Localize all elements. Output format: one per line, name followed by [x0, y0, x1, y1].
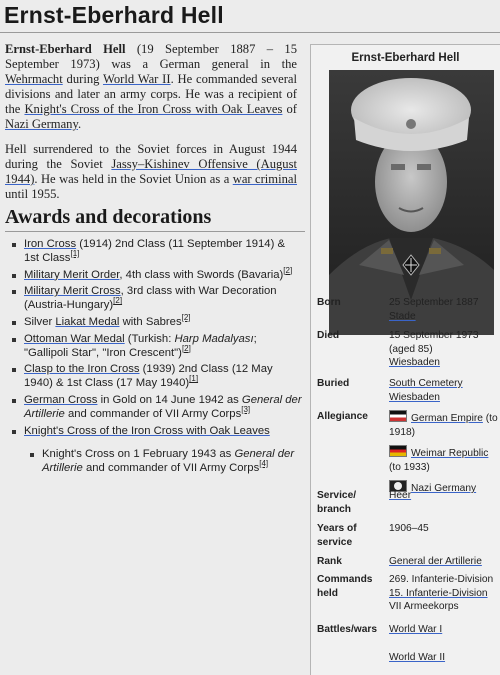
- link-liakat-medal[interactable]: Liakat Medal: [55, 315, 120, 328]
- award-item: [10, 265, 302, 283]
- link-german-empire[interactable]: German Empire: [411, 413, 483, 424]
- link-stade[interactable]: Stade: [389, 310, 416, 322]
- infobox: [310, 44, 500, 675]
- section-divider: [5, 231, 305, 232]
- award-text: Knight's Cross on 1 February 1943 as: [42, 448, 235, 461]
- awards-list: [10, 238, 302, 479]
- infobox-label: Buried: [317, 378, 350, 389]
- infobox-value: [389, 555, 500, 569]
- lead-text: until 1955.: [5, 187, 60, 201]
- link-iron-cross[interactable]: Iron Cross: [24, 238, 77, 250]
- weimar-republic-flag-icon: [389, 445, 407, 457]
- link-clasp-iron-cross[interactable]: Clasp to the Iron Cross: [24, 363, 140, 376]
- lead-text: . He commanded several divisions and later an army corps. He was a recipient of the: [5, 72, 297, 116]
- reference-link[interactable]: [3]: [241, 405, 251, 414]
- born-date: 25 September 1887: [389, 297, 479, 308]
- reference-link[interactable]: [1]: [70, 249, 80, 259]
- infobox-label: Born: [317, 297, 341, 308]
- lead-text: (19 September 1887 – 15 September 1973) was a German general in the: [5, 42, 297, 71]
- infobox-value: [389, 573, 500, 614]
- award-text: and commander of VII Army Corps: [82, 462, 260, 475]
- allegiance-years: (to 1918): [389, 413, 498, 438]
- link-wiesbaden[interactable]: Wiesbaden: [389, 357, 440, 369]
- link-wehrmacht[interactable]: Wehrmacht: [5, 72, 63, 86]
- award-text: with Sabres: [119, 315, 182, 328]
- link-15-infanterie-division[interactable]: 15. Infanterie-Division: [389, 587, 488, 599]
- link-south-cemetery[interactable]: South Cemetery: [389, 378, 463, 389]
- award-text-italic: General der Artillerie: [24, 393, 302, 420]
- link-heer[interactable]: Heer: [389, 490, 412, 501]
- link-knights-cross-oak-leaves[interactable]: Knight's Cross of the Iron Cross with Oak Leaves: [24, 424, 270, 437]
- infobox-label: Commands held: [317, 574, 373, 599]
- link-world-war-ii-infobox[interactable]: World War II: [389, 651, 446, 663]
- allegiance-years: (to 1933): [389, 461, 430, 473]
- infobox-value: [389, 377, 500, 404]
- died-age: (aged 85): [389, 343, 433, 355]
- link-general-der-artillerie[interactable]: General der Artillerie: [389, 556, 482, 567]
- award-text: , 4th class with Swords (Bavaria): [119, 268, 284, 281]
- award-text-italic: Harp Madalyası: [174, 332, 254, 345]
- link-nazi-germany[interactable]: Nazi Germany: [5, 117, 78, 131]
- link-world-war-i[interactable]: World War I: [389, 624, 443, 635]
- german-empire-flag-icon: [389, 410, 407, 422]
- link-military-merit-cross[interactable]: Military Merit Cross: [24, 285, 121, 298]
- infobox-label: Rank: [317, 556, 342, 567]
- lead-paragraph-1: [5, 42, 297, 132]
- link-german-cross[interactable]: German Cross: [24, 393, 98, 406]
- reference-link[interactable]: [4]: [259, 459, 269, 469]
- infobox-value: [389, 489, 500, 503]
- award-item: [10, 313, 302, 330]
- infobox-label: Battles/wars: [317, 624, 378, 635]
- award-item: [10, 394, 302, 422]
- infobox-value: [389, 623, 500, 664]
- reference-link[interactable]: [2]: [181, 313, 191, 323]
- infobox-value: 1906–45: [389, 523, 429, 534]
- lead-text: of: [282, 102, 297, 116]
- award-text: (Turkish:: [124, 332, 175, 345]
- reference-link[interactable]: [1]: [189, 374, 199, 384]
- award-item: [10, 238, 302, 266]
- command-item: VII Armeekorps: [389, 601, 459, 613]
- lead-text: during: [62, 72, 103, 86]
- link-world-war-ii[interactable]: World War II: [102, 72, 171, 86]
- infobox-label: Died: [317, 330, 340, 341]
- lead-section: [5, 42, 297, 212]
- link-jassy-kishinev[interactable]: Jassy–Kishinev Offensive (August 1944): [5, 157, 297, 186]
- link-nazi-germany-allegiance[interactable]: Nazi Germany: [411, 483, 477, 495]
- award-item: [10, 285, 302, 313]
- award-text: in Gold on 14 June 1942 as: [97, 393, 242, 406]
- lead-text: .: [77, 117, 82, 131]
- lead-paragraph-2: [5, 142, 297, 202]
- infobox-label: Service/ branch: [317, 490, 357, 515]
- award-text: (1914) 2nd Class (11 September 1914) & 1st Class: [24, 238, 286, 264]
- award-item: [10, 425, 302, 439]
- link-wiesbaden[interactable]: Wiesbaden: [389, 391, 440, 403]
- link-ottoman-war-medal[interactable]: Ottoman War Medal: [24, 332, 125, 345]
- infobox-label: Allegiance: [317, 411, 368, 422]
- award-sub-item: [28, 448, 302, 476]
- reference-link[interactable]: [2]: [283, 265, 293, 275]
- award-text: (1939) 2nd Class (12 May 1940) & 1st Class (17 May 1940): [24, 363, 273, 390]
- award-text-italic: General der Artillerie: [42, 448, 295, 475]
- infobox-label: Years of service: [317, 523, 357, 548]
- lead-text: Hell surrendered to the Soviet forces in August 1944 during the Soviet: [5, 142, 297, 171]
- lead-text: . He was held in the Soviet Union as a: [34, 172, 233, 186]
- award-item: [10, 363, 302, 391]
- infobox-value: [389, 296, 500, 323]
- infobox-value: [389, 329, 500, 370]
- reference-link[interactable]: [2]: [113, 296, 123, 306]
- page-title: Ernst-Eberhard Hell: [4, 2, 224, 28]
- award-text: ; "Gallipoli Star", "Iron Crescent"): [24, 332, 257, 359]
- reference-link[interactable]: [2]: [181, 343, 191, 353]
- award-item: [10, 333, 302, 361]
- died-date: 15 September 1973: [389, 330, 479, 341]
- command-item: 269. Infanterie-Division: [389, 574, 494, 585]
- infobox-title: Ernst-Eberhard Hell: [351, 52, 460, 64]
- infobox-value: [389, 410, 500, 496]
- section-heading-awards: Awards and decorations: [5, 206, 212, 228]
- link-weimar-republic[interactable]: Weimar Republic: [411, 448, 489, 460]
- subject-name: Ernst-Eberhard Hell: [5, 42, 126, 56]
- link-knights-cross[interactable]: Knight's Cross of the Iron Cross with Oak Leaves: [24, 102, 283, 116]
- award-text: , 3rd class with War Decoration (Austria-Hungary): [24, 285, 277, 312]
- link-war-criminal[interactable]: war criminal: [232, 172, 297, 186]
- title-divider: [0, 32, 500, 33]
- award-text: and commander of VII Army Corps: [64, 407, 242, 420]
- link-military-merit-order[interactable]: Military Merit Order: [24, 268, 120, 281]
- award-text: Silver: [24, 315, 56, 328]
